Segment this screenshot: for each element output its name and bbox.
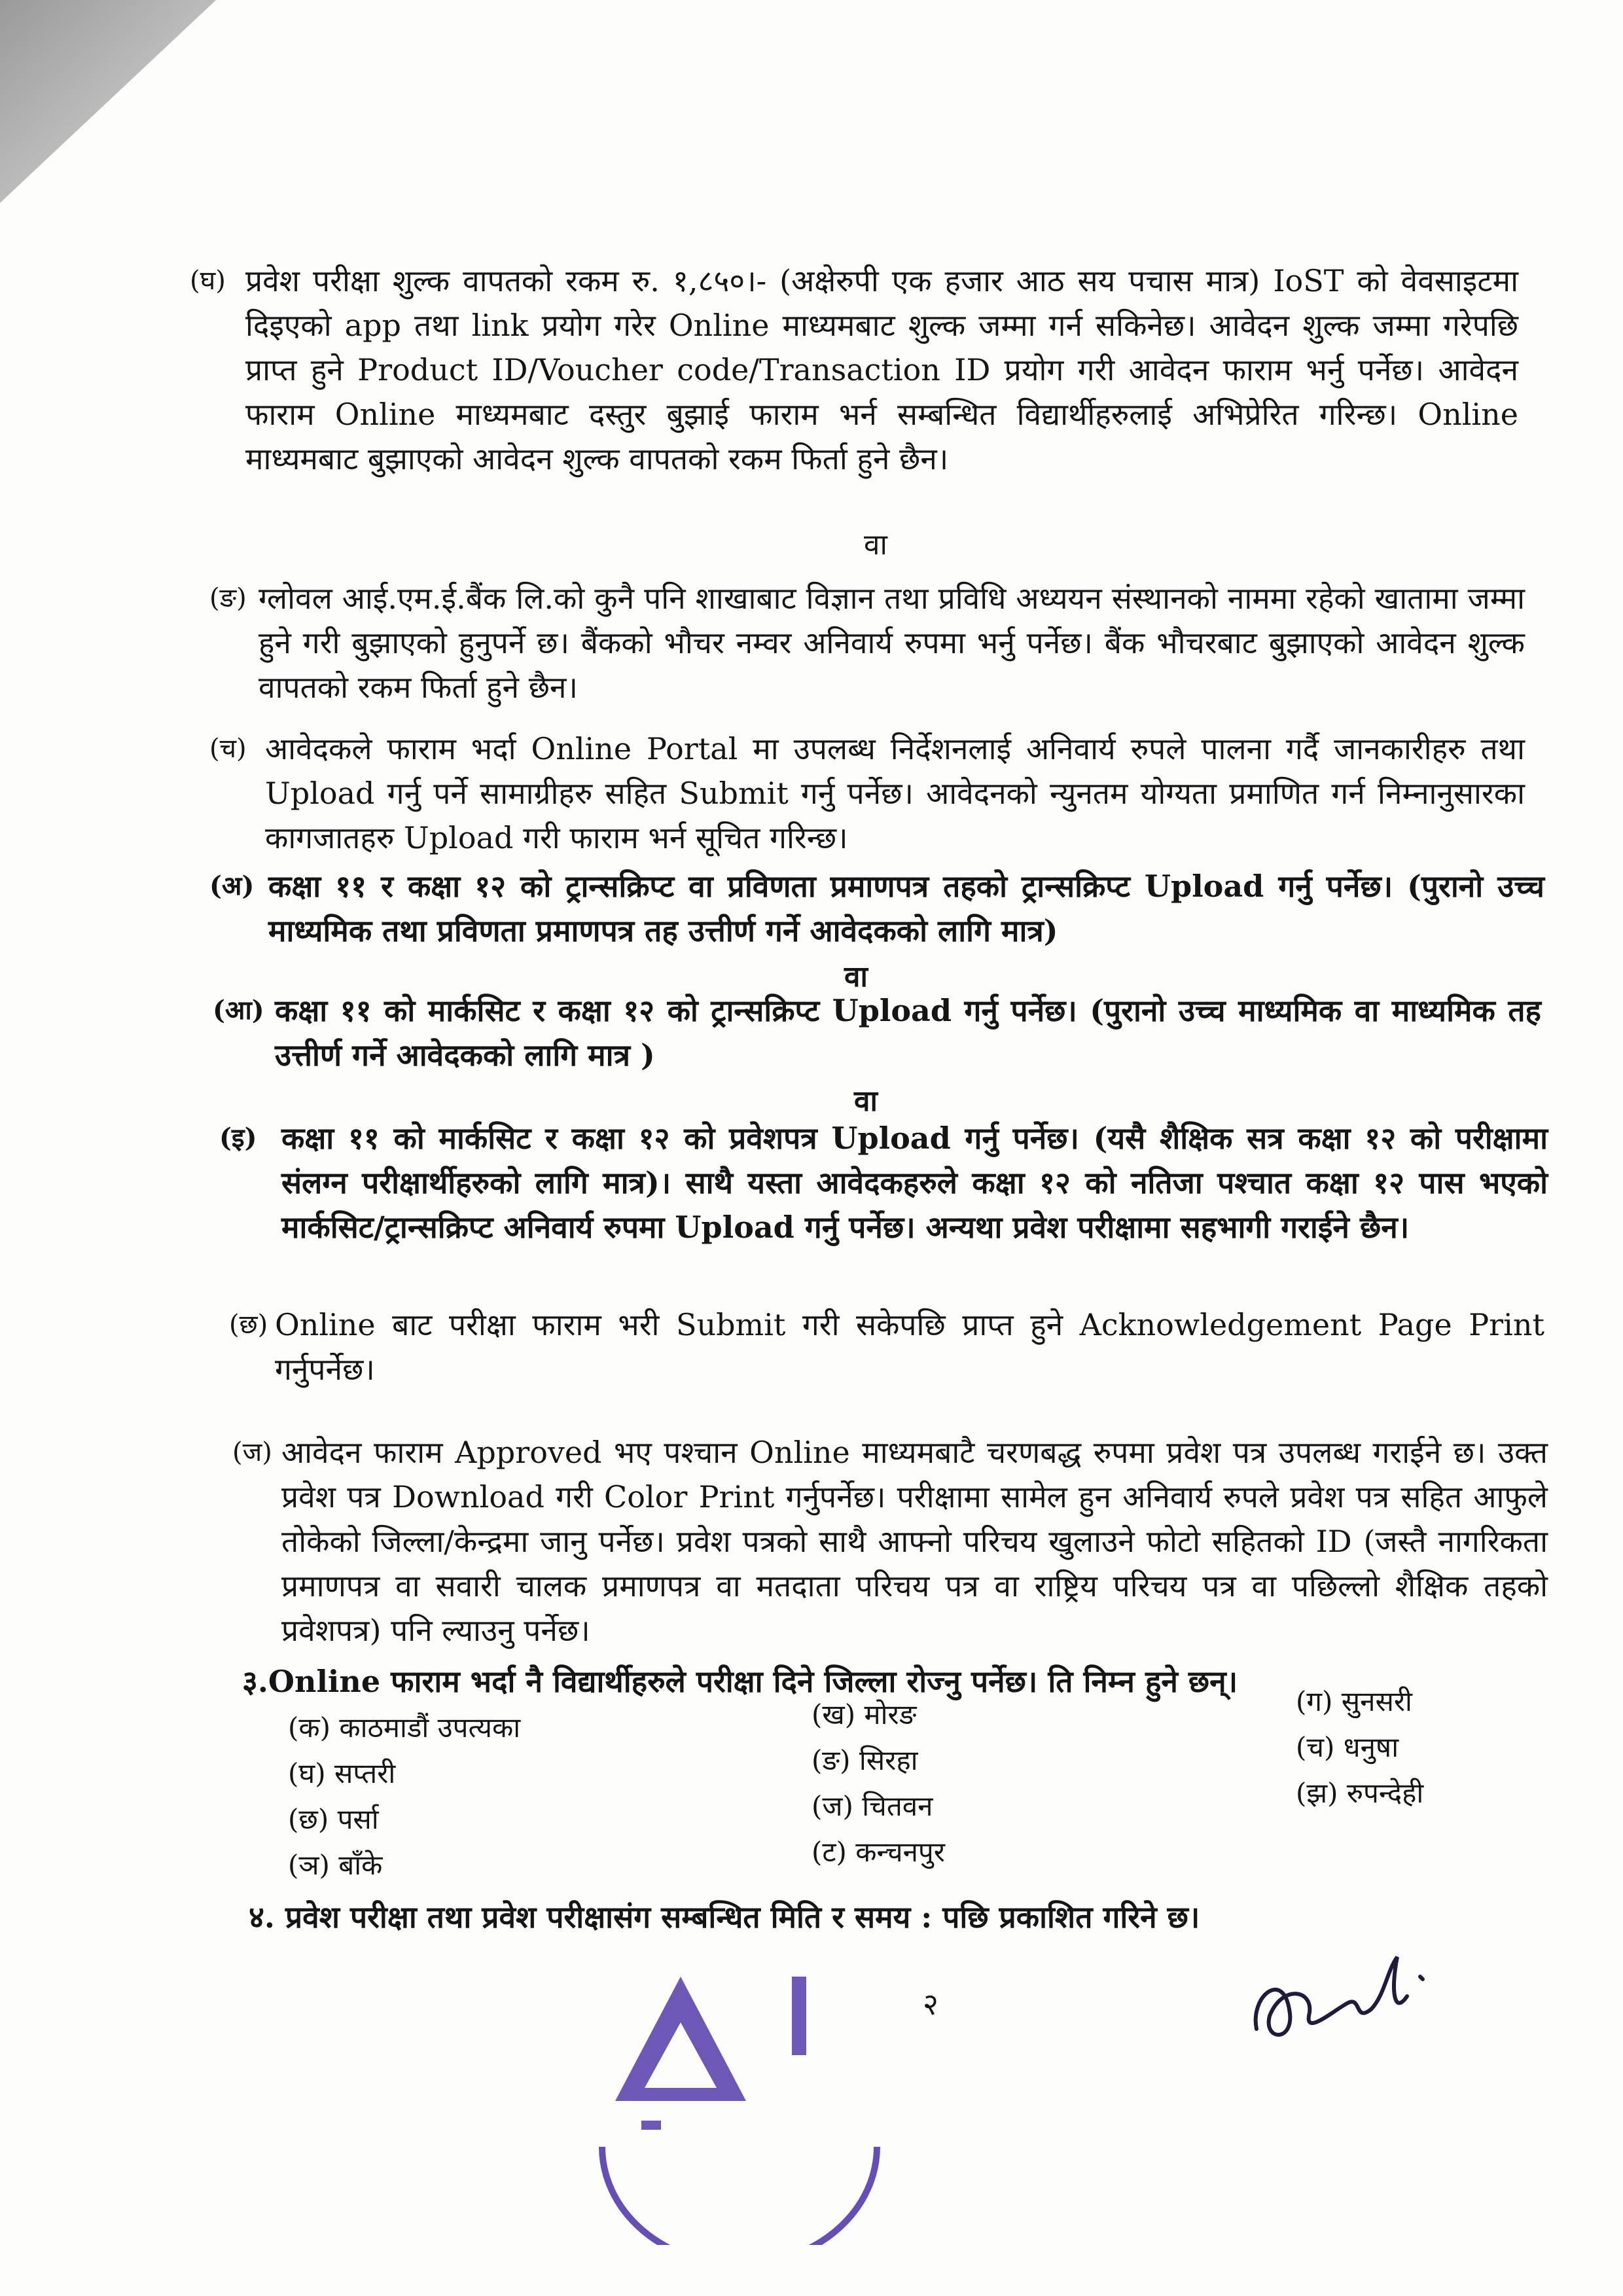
paragraph-nga-text: ग्लोवल आई.एम.ई.बैंक लि.को कुनै पनि शाखाबाट विज्ञान तथा प्रविधि अध्ययन संस्थानको नाममा रहेको खातामा जम्मा हुने गरी बुझाएको हुनुपर्ने छ। बैंकको भौचर नम्वर अनिवार्य रुपमा भर्नु पर्नेछ। बैंक भौचरबाट बुझाएको आवेदन शुल्क वापतको रकम फिर्ता हुने छैन। bbox=[259, 581, 1525, 705]
paragraph-cha-text: आवेदकले फाराम भर्दा Online Portal मा उपलब्ध निर्देशनलाई अनिवार्य रुपले पालना गर्दै जानकारीहरु तथा Upload गर्नु पर्ने सामाग्रीहरु सहित Submit गर्नु पर्नेछ। आवेदनको न्युनतम योग्यता प्रमाणित गर्न निम्नानुसारका कागजातहरु Upload गरी फाराम भर्न सूचित गरिन्छ। bbox=[265, 731, 1525, 855]
paragraph-cha bbox=[209, 726, 1525, 860]
paragraph-ja-label: (ज) bbox=[232, 1437, 272, 1467]
paragraph-ja-text: आवेदन फाराम Approved भए पश्चान Online माध्यमबाटै चरणबद्ध रुपमा प्रवेश पत्र उपलब्ध गराईने छ। उक्त प्रवेश पत्र Download गरी Color Print गर्नुपर्नेछ। परीक्षामा सामेल हुन अनिवार्य रुपले प्रवेश पत्र सहित आफुले तोकेको जिल्ला/केन्द्रमा जानु पर्नेछ। प्रवेश पत्रको साथै आफ्नो परिचय खुलाउने फोटो सहितको ID (जस्तै नागरिकता प्रमाणपत्र वा सवारी चालक प्रमाणपत्र वा मतदाता परिचय पत्र वा राष्ट्रिय परिचय पत्र वा पछिल्लो शैक्षिक तहको प्रवेशपत्र) पनि ल्याउनु पर्नेछ। bbox=[281, 1435, 1548, 1648]
paragraph-aa-label: (आ) bbox=[213, 995, 264, 1026]
district-item: (ञ) बाँके bbox=[288, 1849, 383, 1881]
paragraph-ja bbox=[232, 1430, 1548, 1653]
paragraph-a bbox=[209, 864, 1544, 953]
paragraph-a-label: (अ) bbox=[209, 870, 255, 901]
official-stamp bbox=[576, 1950, 903, 2245]
paragraph-gha-label: (घ) bbox=[190, 266, 226, 296]
paragraph-gha bbox=[190, 259, 1518, 481]
paragraph-a-text: कक्षा ११ र कक्षा १२ को ट्रान्सक्रिप्ट वा प्रविणता प्रमाणपत्र तहको ट्रान्सक्रिप्ट Upload गर्नु पर्नेछ। (पुरानो उच्च माध्यमिक तथा प्रविणता प्रमाणपत्र तह उत्तीर्ण गर्ने आवेदकको लागि मात्र) bbox=[268, 869, 1544, 948]
signature bbox=[1243, 1931, 1440, 2062]
district-item: (छ) पर्सा bbox=[288, 1803, 379, 1835]
district-item: (ट) कन्चनपुर bbox=[812, 1836, 945, 1868]
section-three-heading: ३.Online फाराम भर्दा नै विद्यार्थीहरुले परीक्षा दिने जिल्ला रोज्नु पर्नेछ। ति निम्न हुने छन्। bbox=[242, 1664, 1238, 1699]
district-item: (ग) सुनसरी bbox=[1296, 1685, 1412, 1717]
paragraph-i-label: (इ) bbox=[219, 1122, 257, 1153]
district-item: (च) धनुषा bbox=[1296, 1731, 1399, 1763]
district-item: (ख) मोरङ bbox=[812, 1698, 917, 1731]
paragraph-nga-label: (ङ) bbox=[209, 583, 247, 613]
or-separator-3: वा bbox=[854, 1085, 878, 1118]
paragraph-aa bbox=[213, 988, 1541, 1077]
page-number: २ bbox=[923, 1986, 938, 2022]
paragraph-i bbox=[219, 1116, 1548, 1249]
paragraph-chha-text: Online बाट परीक्षा फाराम भरी Submit गरी सकेपछि प्राप्त हुने Acknowledgement Page Print गर्नुपर्नेछ। bbox=[275, 1307, 1544, 1387]
section-four-text: ४. प्रवेश परीक्षा तथा प्रवेश परीक्षासंग सम्बन्धित मिति र समय : पछि प्रकाशित गरिने छ। bbox=[249, 1899, 1200, 1935]
district-item: (क) काठमाडौं उपत्यका bbox=[288, 1712, 521, 1744]
paragraph-chha bbox=[229, 1302, 1544, 1391]
paragraph-gha-text: प्रवेश परीक्षा शुल्क वापतको रकम रु. १,८५०।- (अक्षेरुपी एक हजार आठ सय पचास मात्र) IoST को वेवसाइटमा दिइएको app तथा link प्रयोग गरेर Online माध्यमबाट शुल्क जम्मा गर्न सकिनेछ। आवेदन शुल्क जम्मा गरेपछि प्राप्त हुने Product ID/Voucher code/Transaction ID प्रयोग गरी आवेदन फाराम भर्नु पर्नेछ। आवेदन फाराम Online माध्यमबाट दस्तुर बुझाई फाराम भर्न सम्बन्धित विद्यार्थीहरुलाई अभिप्रेरित गरिन्छ। Online माध्यमबाट बुझाएको आवेदन शुल्क वापतको रकम फिर्ता हुने छैन। bbox=[245, 263, 1518, 476]
paragraph-i-text: कक्षा ११ को मार्कसिट र कक्षा १२ को प्रवेशपत्र Upload गर्नु पर्नेछ। (यसै शैक्षिक सत्र कक्षा १२ को परीक्षामा संलग्न परीक्षार्थीहरुको लागि मात्र)। साथै यस्ता आवेदकहरुले कक्षा १२ को नतिजा पश्चात कक्षा १२ पास भएको मार्कसिट/ट्रान्सक्रिप्ट अनिवार्य रुपमा Upload गर्नु पर्नेछ। अन्यथा प्रवेश परीक्षामा सहभागी गराईने छैन। bbox=[281, 1121, 1548, 1245]
paragraph-cha-label: (च) bbox=[209, 734, 247, 764]
or-separator-2: वा bbox=[844, 960, 868, 994]
district-item: (ज) चितवन bbox=[812, 1790, 933, 1822]
district-item: (झ) रुपन्देही bbox=[1296, 1777, 1424, 1809]
district-item: (ङ) सिरहा bbox=[812, 1744, 918, 1776]
paragraph-nga bbox=[209, 576, 1525, 709]
paragraph-chha-label: (छ) bbox=[229, 1310, 268, 1340]
paragraph-aa-text: कक्षा ११ को मार्कसिट र कक्षा १२ को ट्रान्सक्रिप्ट Upload गर्नु पर्नेछ। (पुरानो उच्च माध्यमिक वा माध्यमिक तह उत्तीर्ण गर्ने आवेदकको लागि मात्र ) bbox=[275, 993, 1541, 1073]
district-item: (घ) सप्तरी bbox=[288, 1757, 396, 1789]
or-separator-1: वा bbox=[864, 528, 887, 562]
